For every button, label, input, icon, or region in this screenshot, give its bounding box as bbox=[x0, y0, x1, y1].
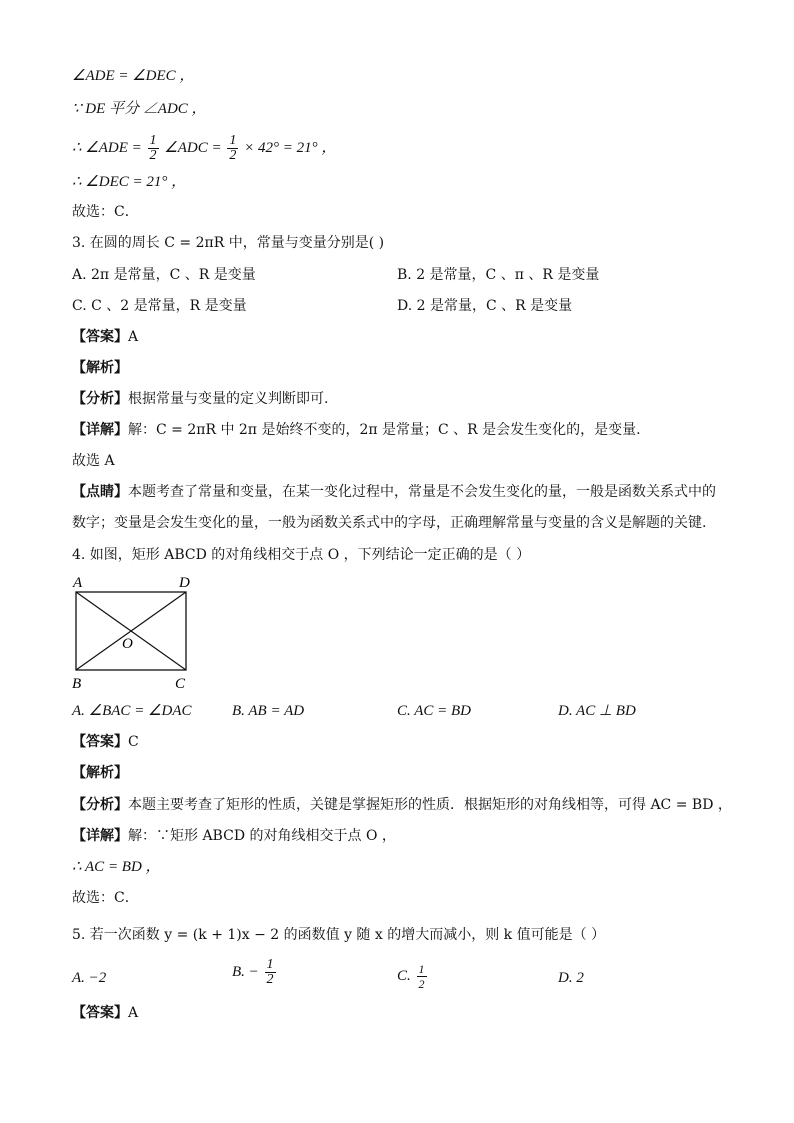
dianjing-tag: 【点睛】 bbox=[72, 484, 128, 500]
q5-stem: 5. 若一次函数 y = (k + 1)x − 2 的函数值 y 随 x 的增大而减小，则 k 值可能是（ ） bbox=[72, 927, 606, 943]
q3-option-a: A. 2π 是常量，C 、R 是变量 bbox=[72, 267, 256, 283]
answer-tag: 【答案】 bbox=[72, 1005, 128, 1021]
q4-option-d: D. AC ⊥ BD bbox=[558, 703, 636, 719]
q4-option-b: B. AB = AD bbox=[232, 703, 305, 719]
de-bisects-adc: ∵ DE 平分 ∠ADC ， bbox=[72, 101, 207, 117]
xiangjie-tag: 【详解】 bbox=[72, 828, 128, 844]
fraction-half-b: $\frac{1}{2}$ bbox=[266, 957, 274, 987]
fenxi-tag: 【分析】 bbox=[72, 797, 128, 813]
q4-fenxi bbox=[72, 795, 732, 815]
computation-part-c: × 42° = 21° ， bbox=[244, 139, 337, 156]
q3-option-d: D. 2 是常量，C 、R 是变量 bbox=[397, 298, 573, 314]
q4-step: ∴ AC = BD ， bbox=[72, 859, 161, 875]
answer-tag: 【答案】 bbox=[72, 734, 128, 750]
q4-conclusion: 故选：C． bbox=[72, 890, 139, 906]
q5-option-c-prefix: C. bbox=[397, 967, 411, 984]
q3-analysis-heading: 【解析】 bbox=[72, 360, 128, 376]
answer-value: A bbox=[128, 1005, 139, 1021]
xiangjie-text: 解：∵矩形 ABCD 的对角线相交于点 O ， bbox=[128, 828, 396, 844]
xiangjie-text: 解：C = 2πR 中 2π 是始终不变的，2π 是常量；C 、R 是会发生变化的，是变量. bbox=[128, 422, 641, 438]
answer-tag: 【答案】 bbox=[72, 329, 128, 345]
q4-option-c: C. AC = BD bbox=[397, 703, 472, 719]
computation-part-a: ∴ ∠ADE = bbox=[72, 139, 142, 156]
fenxi-text: 本题主要考查了矩形的性质，关键是掌握矩形的性质．根据矩形的对角线相等，可得 AC = BD ， bbox=[128, 797, 732, 813]
q5-option-b-prefix: B. − bbox=[232, 963, 259, 980]
fenxi-tag: 【分析】 bbox=[72, 391, 128, 407]
fraction-half-1: $\frac{1}{2}$ bbox=[149, 133, 157, 163]
q5-option-c bbox=[397, 962, 429, 991]
q5-option-b bbox=[232, 958, 278, 987]
label-d: D bbox=[179, 575, 190, 591]
computation-part-b: ∠ADC = bbox=[164, 139, 222, 156]
q3-stem: 3. 在圆的周长 C = 2πR 中，常量与变量分别是( ) bbox=[72, 235, 385, 251]
label-o: O bbox=[122, 636, 133, 652]
q3-option-c: C. C 、2 是常量，R 是变量 bbox=[72, 298, 247, 314]
angle-ade-computation bbox=[72, 134, 336, 163]
q4-answer bbox=[72, 732, 139, 752]
angle-dec-result: ∴ ∠DEC = 21° ， bbox=[72, 174, 187, 190]
answer-value: A bbox=[128, 329, 139, 345]
q3-answer bbox=[72, 327, 138, 347]
rectangle-figure bbox=[68, 572, 203, 692]
q3-conclusion: 故选 A bbox=[72, 453, 115, 469]
q3-dianjing-1 bbox=[72, 482, 716, 502]
q4-xiangjie bbox=[72, 826, 396, 846]
q3-xiangjie bbox=[72, 420, 641, 440]
answer-value: C bbox=[128, 734, 139, 750]
label-b: B bbox=[72, 676, 82, 692]
dianjing-text-1: 本题考查了常量和变量，在某一变化过程中，常量是不会发生变化的量，一般是函数关系式中的 bbox=[128, 484, 716, 500]
q3-option-b: B. 2 是常量，C 、π 、R 是变量 bbox=[397, 267, 600, 283]
q5-option-d: D. 2 bbox=[558, 970, 584, 986]
q3-fenxi bbox=[72, 389, 328, 409]
q4-option-a: A. ∠BAC = ∠DAC bbox=[72, 703, 192, 719]
fraction-half-2: $\frac{1}{2}$ bbox=[229, 133, 237, 163]
label-a: A bbox=[73, 575, 83, 591]
q3-dianjing-2: 数字；变量是会发生变化的量，一般为函数关系式中的字母，正确理解常量与变量的含义是解题的关键. bbox=[72, 515, 707, 531]
q5-option-a: A. −2 bbox=[72, 970, 107, 986]
angle-ade-equals-dec: ∠ADE = ∠DEC ， bbox=[72, 68, 195, 84]
fenxi-text: 根据常量与变量的定义判断即可. bbox=[128, 391, 329, 407]
fraction-half-c: $\frac{1}{2}$ bbox=[418, 962, 425, 991]
xiangjie-tag: 【详解】 bbox=[72, 422, 128, 438]
q4-stem: 4. 如图，矩形 ABCD 的对角线相交于点 O ，下列结论一定正确的是（ ） bbox=[72, 547, 531, 563]
label-c: C bbox=[175, 676, 186, 692]
q4-analysis-heading: 【解析】 bbox=[72, 765, 128, 781]
prev-conclusion: 故选：C． bbox=[72, 204, 139, 220]
q5-answer bbox=[72, 1003, 138, 1023]
